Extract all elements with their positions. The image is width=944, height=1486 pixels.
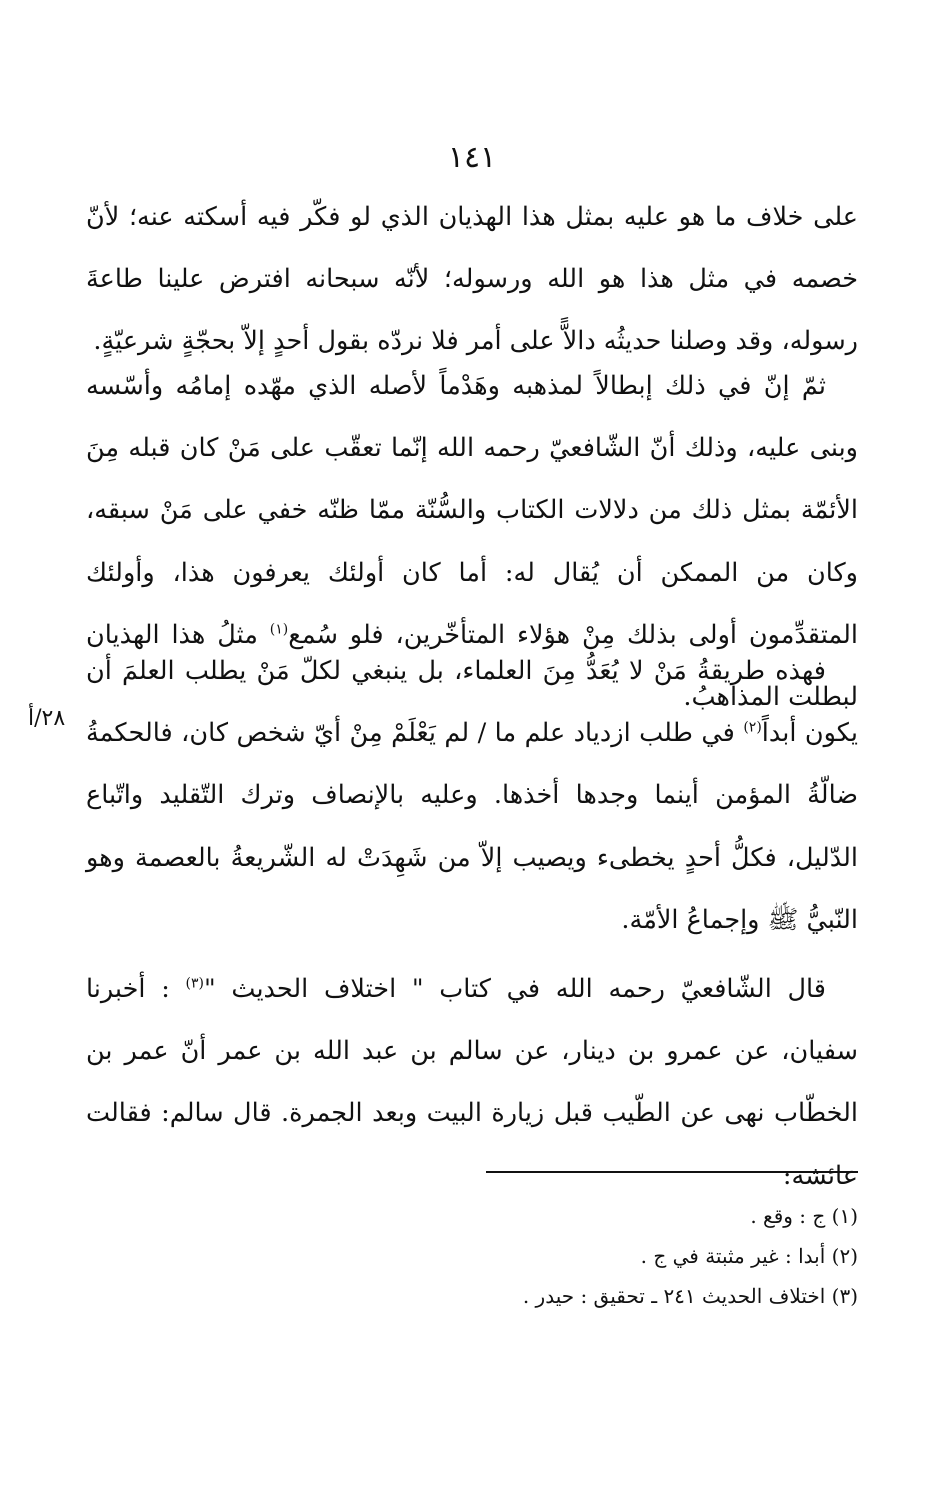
paragraph-text-part: : أخبرنا سفيان، عن عمرو بن دينار، عن سالم بن عبد الله بن عمر أنّ عمر بن الخطّاب نهى عن الطّيب قبل زيارة البيت وبعد الجمرة. قال سالم: فقالت عائشة: [86,974,858,1191]
paragraph-text-part: قال الشّافعيّ رحمه الله في كتاب " اختلاف الحديث " [203,974,826,1004]
paragraph-text: على خلاف ما هو عليه بمثل هذا الهذيان الذي لو فكّر فيه أسكته عنه؛ لأنّ خصمه في مثل هذا هو الله ورسوله؛ لأنّه سبحانه افترض علينا طاعةَ رسوله، وقد وصلنا حديثُه دالاًّ على أمر فلا نردّه بقول أحدٍ إلاّ بحجّةٍ شرعيّةٍ. [86,202,858,357]
paragraph-text-part: في طلب ازدياد علم ما / لم يَعْلَمْ مِنْ أيّ شخص كان، فالحكمةُ ضالّةُ المؤمن أينما وجدها أخذها. وعليه بالإنصاف وترك التّقليد واتّباع الدّليل، فكلُّ أحدٍ يخطىء ويصيب إلاّ من شَهِدَتْ له الشّريعةُ بالعصمة وهو النّبيُّ ﷺ وإجماعُ الأمّة. [86,718,858,935]
paragraph-text-part: فهذه طريقةُ مَنْ لا يُعَدُّ مِنَ العلماء، بل ينبغي لكلّ مَنْ يطلب العلمَ أن يكون أبداً [86,656,858,749]
body-paragraph-3 [86,640,858,951]
footnote-separator [486,1171,858,1173]
footnote: (١) ج : وقع . [750,1204,858,1228]
paragraph-text [86,958,858,1207]
footnote-reference: (١) [269,621,289,638]
footnotes-section [86,1196,858,1316]
footnote: (٣) اختلاف الحديث ٢٤١ ـ تحقيق : حيدر . [522,1284,858,1308]
page-number: ١٤١ [447,140,497,175]
footnote-reference: (٣) [185,975,204,992]
paragraph-text-part: ثمّ إنّ في ذلك إبطالاً لمذهبه وهَدْماً لأصله الذي مهّده إمامُه وأسّسه وبنى عليه، وذلك أنّ الشّافعيّ رحمه الله إنّما تعقّب على مَنْ كان قبله مِنَ الأئمّة بمثل ذلك من دلالات الكتاب والسُّنّة ممّا ظنّه خفي على مَنْ سبقه، وكان من الممكن أن يُقال له: أما كان أولئك يعرفون هذا، وأولئك المتقدِّمون أولى بذلك مِنْ هؤلاء المتأخّرين، فلو سُمع [86,371,858,650]
paragraph-text [86,640,858,951]
body-paragraph-1 [86,186,858,373]
paragraph-text-part: مثلُ هذا الهذيان لبطلت المذاهبُ. [86,619,858,713]
footnote: (٢) أبدا : غير مثبتة في ج . [640,1244,858,1268]
footnote-reference: (٢) [743,719,762,736]
body-paragraph-4 [86,958,858,1207]
manuscript-folio-marker: ٢٨/أ [28,706,66,731]
